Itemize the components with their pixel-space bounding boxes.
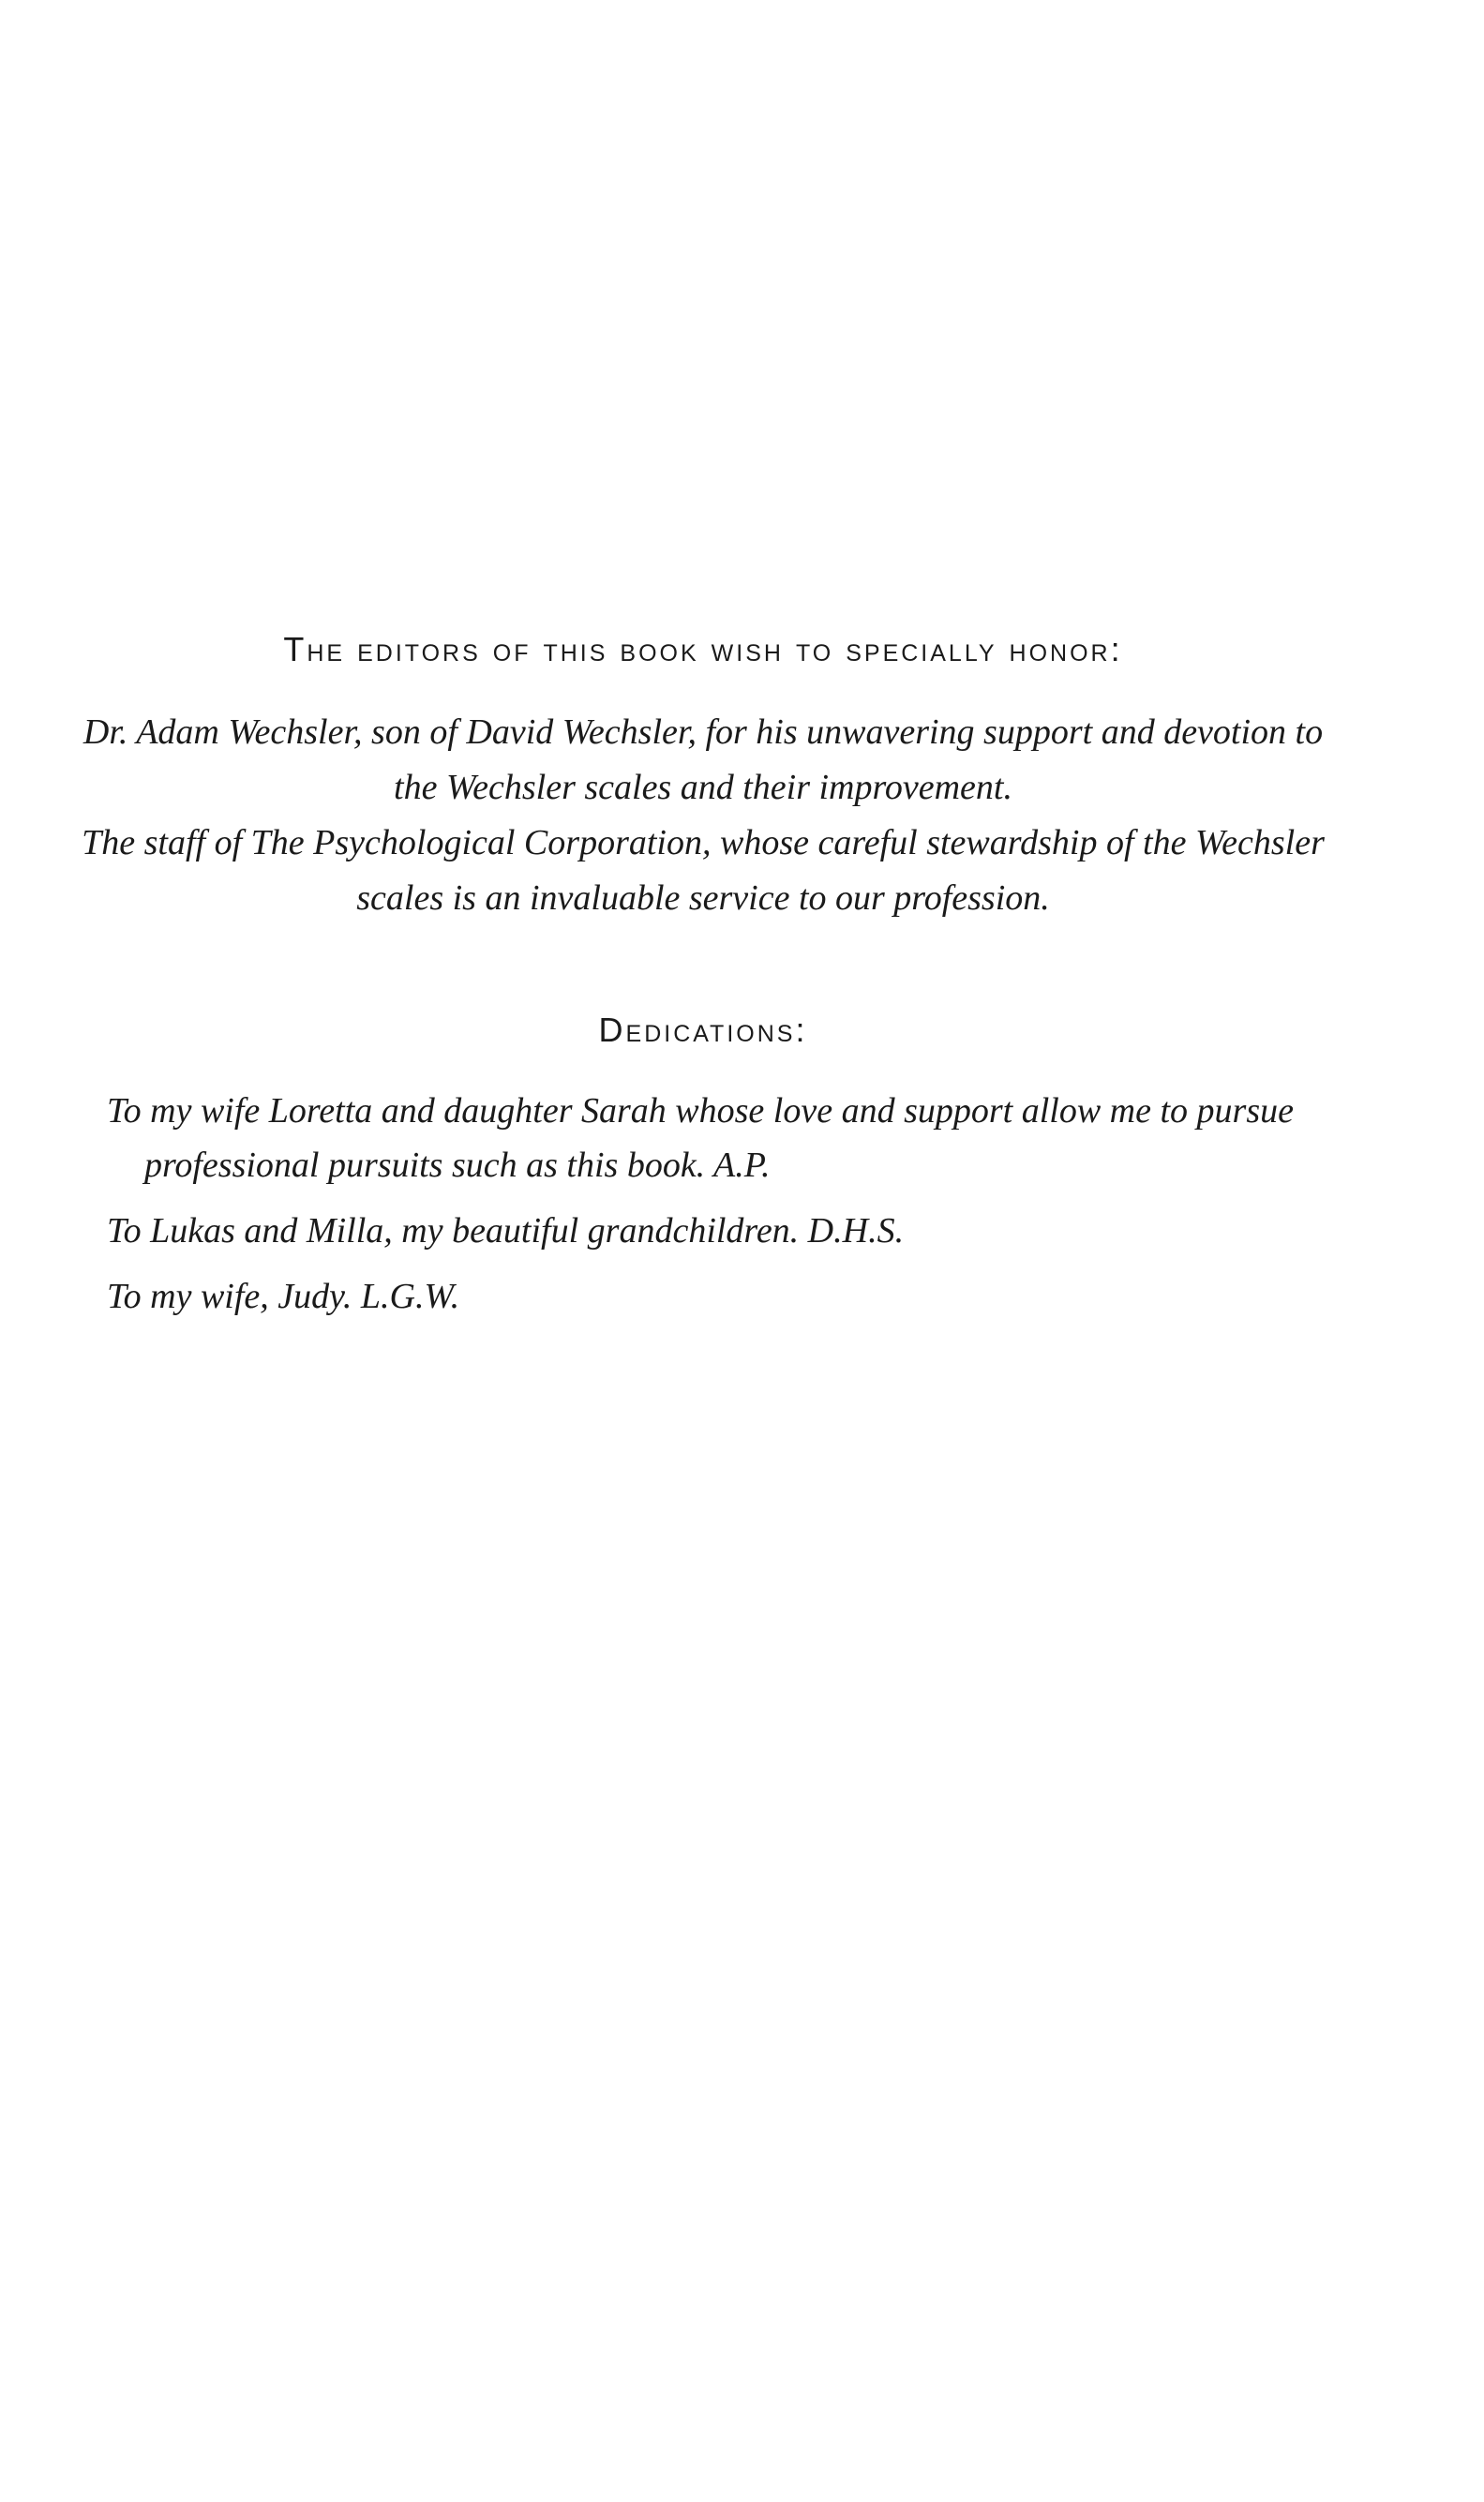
dedications-heading: Dedications: [598, 1011, 808, 1049]
dedication-entry-ap: To my wife Loretta and daughter Sarah whose love and support allow me to pursue professional pursuits such as this book. A.P. [107, 1091, 1294, 1185]
dedication-entry-lgw: To my wife, Judy. L.G.W. [107, 1277, 460, 1316]
honor-heading: The editors of this book wish to specially honor: [283, 630, 1123, 668]
honor-entry-psychological-corporation: The staff of The Psychological Corporation, whose careful stewardship of the Wechsler scales is an invaluable service to our profession. [82, 823, 1325, 918]
dedication-entry-dhs: To Lukas and Milla, my beautiful grandchildren. D.H.S. [107, 1211, 905, 1251]
honor-entry-adam-wechsler: Dr. Adam Wechsler, son of David Wechsler, for his unwavering support and devotion to the Wechsler scales and their improvement. [82, 712, 1324, 807]
